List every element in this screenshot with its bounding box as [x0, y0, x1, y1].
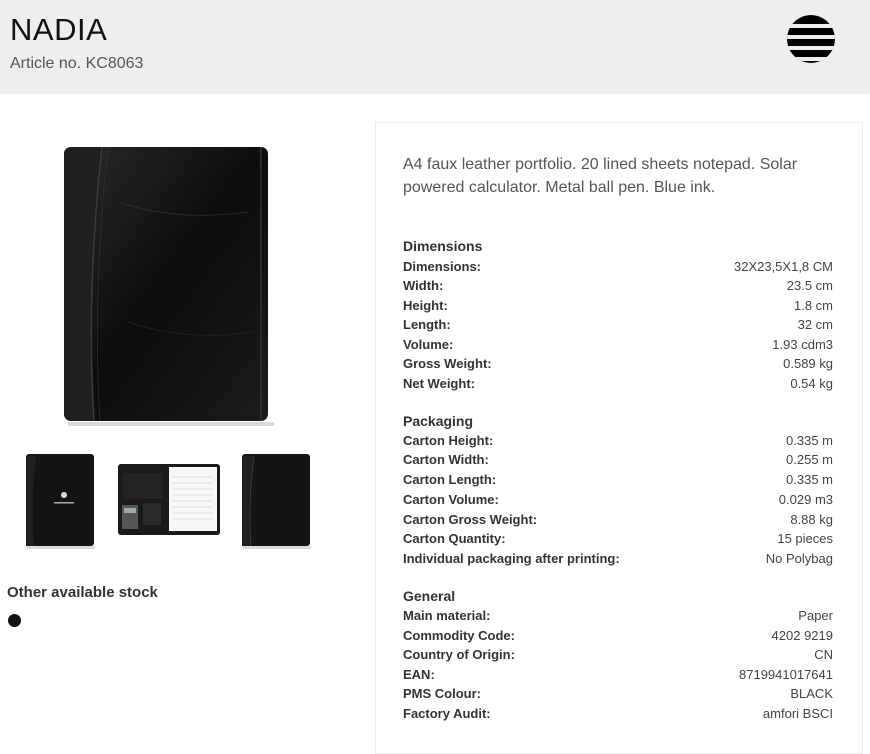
spec-value: 0.54 kg [790, 376, 833, 391]
spec-row [403, 667, 833, 686]
spec-label: Carton Height: [403, 433, 494, 448]
spec-row [403, 531, 833, 550]
section-title-general: General [403, 588, 456, 604]
spec-value: 15 pieces [777, 531, 833, 546]
spec-label: Carton Quantity: [403, 531, 506, 546]
spec-value: 23.5 cm [786, 278, 833, 293]
article-number: Article no. KC8063 [10, 55, 144, 72]
spec-value: No Polybag [765, 551, 833, 566]
spec-row [403, 317, 833, 336]
spec-value: BLACK [790, 686, 833, 701]
spec-row [403, 452, 833, 471]
spec-value: 0.029 m3 [778, 492, 833, 507]
spec-label: PMS Colour: [403, 686, 481, 701]
spec-label: Country of Origin: [403, 647, 515, 662]
spec-value: CN [814, 647, 833, 662]
spec-label: EAN: [403, 667, 435, 682]
spec-row [403, 628, 833, 647]
spec-label: Net Weight: [403, 376, 475, 391]
spec-label: Commodity Code: [403, 628, 515, 643]
spec-value: 8.88 kg [790, 512, 833, 527]
spec-value: 4202 9219 [771, 628, 833, 643]
spec-label: Width: [403, 278, 444, 293]
section-title-dimensions: Dimensions [403, 238, 483, 254]
spec-value: Paper [798, 608, 833, 623]
section-title-packaging: Packaging [403, 413, 474, 429]
spec-label: Main material: [403, 608, 491, 623]
spec-row [403, 356, 833, 375]
spec-value: 1.8 cm [793, 298, 833, 313]
spec-row [403, 259, 833, 278]
spec-row [403, 706, 833, 725]
other-stock-title: Other available stock [7, 584, 158, 601]
spec-row [403, 647, 833, 666]
spec-row [403, 433, 833, 452]
spec-label: Individual packaging after printing: [403, 551, 620, 566]
spec-row [403, 551, 833, 570]
page-header [0, 0, 870, 94]
thumbnail-front[interactable] [240, 452, 312, 549]
menu-icon[interactable] [787, 15, 835, 63]
spec-row [403, 492, 833, 511]
spec-value: 8719941017641 [739, 667, 833, 682]
spec-value: amfori BSCI [762, 706, 833, 721]
spec-label: Length: [403, 317, 451, 332]
spec-value: 32X23,5X1,8 CM [733, 259, 833, 274]
spec-row [403, 608, 833, 627]
product-title: NADIA [10, 12, 108, 47]
spec-row [403, 298, 833, 317]
spec-label: Height: [403, 298, 448, 313]
spec-row [403, 337, 833, 356]
spec-row [403, 512, 833, 531]
product-main-image[interactable] [58, 142, 278, 427]
spec-label: Factory Audit: [403, 706, 491, 721]
spec-row [403, 278, 833, 297]
thumbnail-front-logo[interactable] [24, 452, 96, 549]
stock-color-swatch[interactable] [8, 614, 21, 627]
spec-value: 1.93 cdm3 [772, 337, 833, 352]
spec-value: 32 cm [797, 317, 833, 332]
spec-value: 0.589 kg [783, 356, 833, 371]
spec-row [403, 686, 833, 705]
spec-value: 0.335 m [786, 433, 833, 448]
spec-label: Carton Width: [403, 452, 489, 467]
spec-label: Carton Volume: [403, 492, 499, 507]
spec-label: Dimensions: [403, 259, 482, 274]
spec-label: Gross Weight: [403, 356, 492, 371]
spec-label: Carton Length: [403, 472, 497, 487]
spec-row [403, 472, 833, 491]
spec-label: Volume: [403, 337, 454, 352]
spec-value: 0.335 m [786, 472, 833, 487]
thumbnail-open-view[interactable] [117, 463, 221, 536]
spec-value: 0.255 m [786, 452, 833, 467]
spec-row [403, 376, 833, 395]
product-description: A4 faux leather portfolio. 20 lined sheets notepad. Solar powered calculator. Metal ball pen. Blue ink. [403, 156, 798, 196]
spec-label: Carton Gross Weight: [403, 512, 538, 527]
